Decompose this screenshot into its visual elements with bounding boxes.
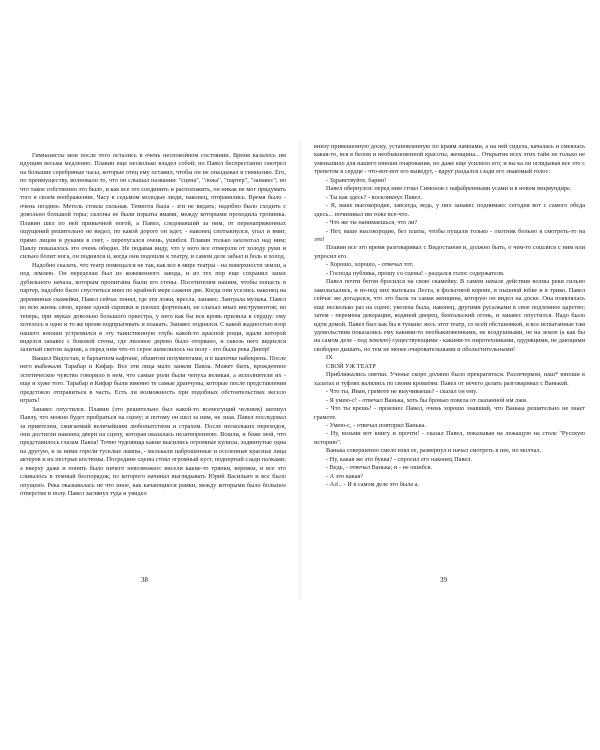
right-page-text: [314, 143, 585, 490]
paragraph: - А это какая?: [326, 472, 364, 480]
paragraph: - Я, ваше высокородие, завсегда, ведь, у них занавес поднимаю: сегодня вот с самого обеда здесь... починивал им тоже все-что.: [314, 202, 585, 218]
left-page: [0, 0, 296, 750]
page-number: 38: [141, 576, 148, 584]
paragraph: Приближались святки. Ученье скоро должно было прекратиться. Разлечерком, наш* юноши в халатах и туфлях валялись по своим кроватям. Павел от нечего делать разговаривал с Ванькой.: [314, 371, 585, 387]
paragraph: - Что же ты нанимаешься, что ли?: [326, 219, 418, 227]
right-page: [304, 0, 600, 750]
paragraph: Ванька совершенно смело взял ее, развернул и начал смотреть в нее, но молчал.: [326, 447, 542, 455]
paragraph: Павел обернулся: перед ним стоял Симонов с нафабренными усами и в новом вицмундире.: [326, 185, 572, 193]
paragraph: - Ну, возьми вот книгу и прочти! - сказал Павел, показывая на лежащую на столе "Русскую историю".: [314, 430, 585, 446]
page-number: 39: [440, 576, 447, 584]
paragraph: Занавес опустился. Плавин (это решительно был какой-то всемогущий человек) шепнул Павлу, что можно будет пробраться на сцену; и потому он шел за ним, не зная. Павел последовал за приятелем, сжигаемый величайшим любопытством и страхом. После нескольких переходов, они достигли наконец двери на сцену, которая оказалась незатворенною. Вошли, и боже мой, что представилось глазам Павла! Точно чудовища какие высились огромные кулисы, задвинутые одна на другую, и за ними горели тусклые лампы, - мелькали наброшенные и оселенные красные лица актеров и их пестрые костюмы. Посредине сцены стоял огромный куст, подпертый сзади палками; а вверху даже и понять было ничего невозможно: висели какие-то тряпки, веревки, и все это сливалось в темный беспорядок, из которого начинал выглядывать Юрий Васильич и все было опущено. Река оказывалась не что иное, как качающиеся рамки, между которыми было большое отверстие в полу. Павел заглянул туда и увидел: [20, 405, 286, 498]
paragraph: - Я умею-с! - отвечал Ванька, хоть бы бровью повела от сказанной им лжи.: [326, 396, 528, 404]
paragraph: СВОЙ УЖ ТЕАТР: [326, 362, 376, 370]
paragraph: - Что ты, Иван, грамоте не выучиваешь? - сказал он ему.: [326, 388, 478, 396]
book-gutter: [298, 140, 302, 600]
paragraph: - Аз!.. - И в самом деле это была а.: [326, 481, 420, 489]
paragraph: - Что ты врешь! - произнес Павел, очень хорошо знавший, что Ванька решительно не знает грамоте.: [314, 405, 585, 421]
paragraph: внизу привешенную доску, установленную по краям лампами, а на ней сидела, качалась и смеялась какая-то, вся в белом и необыкновенной красоты, женщина... Открытие всех этих тайн не только не уменьшило для нашего юноши очарования, но даже еще усилило его; и вы ка он оглядывая все это с трепетом в сердце - что-вот-вот его выведут, - вдруг раздался сзади его знакомый голос:: [314, 143, 585, 176]
paragraph: Надобно сказать, что театр помещался не так, как все в мире театры - на поверхности земли, а под землею. Он переделан был из кожевенного завода, и из тех пор еще сохранил запах дубильного начала, которым пропитаны были его стены. Посетителям нашим, чтобы попасть в партер, надобно было спуститься вниз по крайней мере саженя две. Когда они уселись наконец на деревянные скамейки, Павел сейчас понял, где эти ложи, кресла, занавес. Заиграла музыка. Павел во всю жизнь свою, кроме одной скрипки и плохих фортепьян, не слыхал иных инструментов; но теперь, при звуках довольно большого оркестра, у него как бы вся кровь прилила к сердцу: ему хотелось в одно и то же время подпрыгивать и плакать. Занавес поднялся. С какой жадностью взор нашего юноши устремился в эту таинственную глубь какой-то красной рощи, вдали которой виделся занавес с боковой стены, где лиловое дерево было оторвано, и сквозь него виднелся залитый светом задник, а перед ним что-то серое шевелилось на полу - это была река Днепр!: [20, 261, 286, 354]
paragraph: - Ты как здесь? - воскликнул Павел.: [326, 193, 423, 201]
paragraph: - Хорошо, хорошо, - отвечал тот.: [326, 261, 414, 269]
paragraph: - Господа публика, прошу со сцены! - раздался голос содержателя.: [326, 269, 505, 277]
paragraph: Плавин все это время разговаривал с Видостаном и, должно быть, о чем-то сошлися с ним или упросил его.: [314, 244, 585, 260]
paragraph: - Умею-с, - отвечал повторил Ванька.: [326, 421, 426, 429]
paragraph: - Ведь, - отвечал Ванька; и - не ошибся.: [326, 464, 433, 472]
paragraph: Павел почти бегом бросился на свою скамейку. В самом начале действия волны реки сильно заколыхались, и из-под них выплыла Леста, в фольговой короне, в пышной юбке и в трико. Павел сейчас же догадался, что это была та самая женщина, которую он видел на доске. Она появлялась еще несколько раз на сцене; увезена была, наконец, другими русалками в свое подземное царство; затем - перемена декорации, водяной дворец, бенгальский огонь, и занавес опустился. Надо было идти домой. Павел был как бы в тумане: весь этот театр, со всей обстановкой, и все испытанные там удовольствия показались ему какими-то необыкновенными, не воздушными, не на земле (а как бы на самом деле - под землею) существующими - какими-то пиротехниками, одурящими, не дающими свободно дышать, но тем не менее очаровательными и обольстительными!: [314, 278, 585, 353]
paragraph: Вышел Видостан, в бархатном кафтане, обшитом позументами, и в шапочке набекрень. После него выбежали Тарабар и Кифар. Все эти лица мало заняли Павла. Может быть, врожденное эстетическое чувство говорило в нем, что самые роли были чепуха великая, а исполнители их - еще и хуже того. Тарабар и Кифар были именно те самые дранчуны, которые после представления предстояло отправиться в часть. Есть ли возможность при подобных обстоятельствах весело играть!: [20, 354, 286, 405]
paragraph: - Нет, ваше высокородие, без платы, чтобы пущали только - охотник больно я смотреть-то на это!: [314, 227, 585, 243]
paragraph: - Ну, какая же это буква? - спросил его наконец Павел.: [326, 455, 472, 463]
paragraph: - Здравствуйте, барин!: [326, 176, 387, 184]
left-page-text: [20, 152, 286, 499]
paragraph: Гимназисты мои после того остались в очень неспокойном состоянии. Время казалось им идущим весьма медленно. Плавин еще несколько владел собой; но Павел беспрестанно смотрел на большие серебряные часы, которые отец ему оставил, чтобы он не опаздывал в гимназию. Его, по преимуществу, волновало то, что он слышал названия: "сцена", "ложа", "партер", "занавес"; но что такое собственно это было, и как все это соединить и расположить, он никак не мог придумать того в своем воображении. Часу в седьмом молодые люди, наконец, отправились. Время было - очень позднее. Метель стояла сильная. Темнота была - зги не видать; надобно было сходить с довольно большой горы; склоны ее были изрыты ямами, между которыми проходила тропинка. Плавин шел по ней привычной ногой, а Павел, следовавший за ним, от перенапряженных ощущений решительно не видел, по какой дороге он идет, - наконец спотыкнулся, упал и вмиг, прямо лицом и руками в снег, - перепугался очень, ушибся. Плавин только захохотал над ним; Павлу показалось это очень обидно. Не подавая виду, что у него все отмерзли от холоду руки и сильно болит нога, он поднялся и, когда они подошли к театру, и самом деле забыл и боль и холод.: [20, 152, 286, 261]
paragraph: IX: [326, 354, 333, 362]
